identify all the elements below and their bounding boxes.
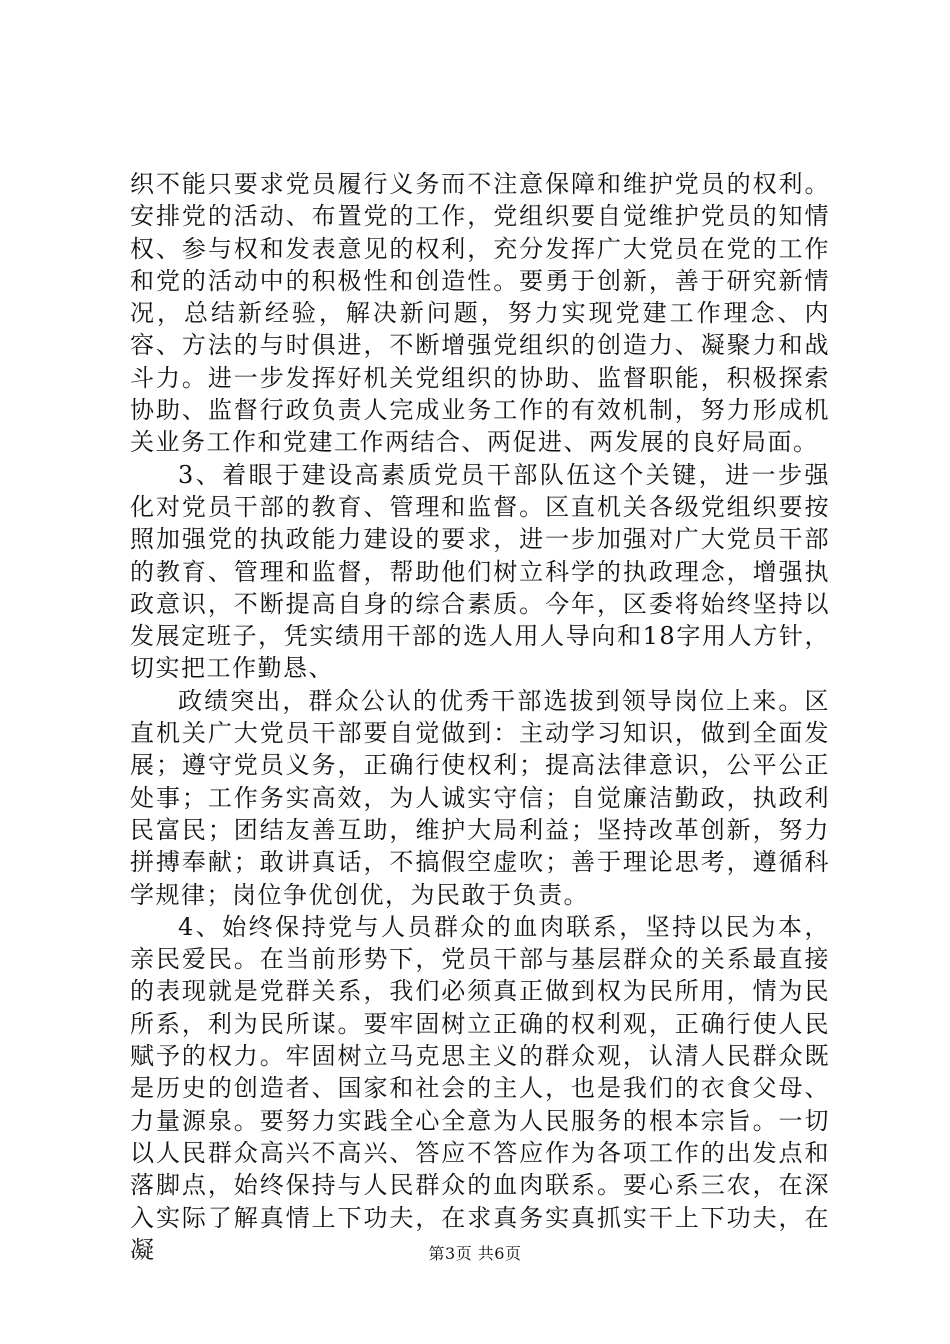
page-footer: 第3页 共6页 — [428, 1244, 522, 1263]
paragraph-3: 政绩突出，群众公认的优秀干部选拔到领导岗位上来。区直机关广大党员干部要自觉做到：主动学习知识，做到全面发展；遵守党员义务，正确行使权利；提高法律意识，公平公正处事；工作务实高效，为人诚实守信；自觉廉洁勤政，执政利民富民；团结友善互助，维护大局利益；坚持改革创新，努力拼搏奉献；敢讲真话，不搞假空虚吹；善于理论思考，遵循科学规律；岗位争优创优，为民敢于负责。 — [130, 686, 830, 909]
paragraph-1: 织不能只要求党员履行义务而不注意保障和维护党员的权利。安排党的活动、布置党的工作，党组织要自觉维护党员的知情权、参与权和发表意见的权利，充分发挥广大党员在党的工作和党的活动中的积极性和创造性。要勇于创新，善于研究新情况，总结新经验，解决新问题，努力实现党建工作理念、内容、方法的与时俱进，不断增强党组织的创造力、凝聚力和战斗力。进一步发挥好机关党组织的协助、监督职能，积极探索协助、监督行政负责人完成业务工作的有效机制，努力形成机关业务工作和党建工作两结合、两促进、两发展的良好局面。 — [130, 170, 830, 457]
document-body — [130, 168, 830, 1266]
paragraph-2: 3、着眼于建设高素质党员干部队伍这个关键，进一步强化对党员干部的教育、管理和监督。区直机关各级党组织要按照加强党的执政能力建设的要求，进一步加强对广大党员干部的教育、管理和监督，帮助他们树立科学的执政理念，增强执政意识，不断提高自身的综合素质。今年，区委将始终坚持以发展定班子，凭实绩用干部的选人用人导向和18字用人方针，切实把工作勤恳、 — [130, 460, 830, 683]
paragraph-4: 4、始终保持党与人员群众的血肉联系，坚持以民为本，亲民爱民。在当前形势下，党员干部与基层群众的关系最直接的表现就是党群关系，我们必须真正做到权为民所用，情为民所系，利为民所谋。要牢固树立正确的权利观，正确行使人民赋予的权力。牢固树立马克思主义的群众观，认清人民群众既是历史的创造者、国家和社会的主人，也是我们的衣食父母、力量源泉。要努力实践全心全意为人民服务的根本宗旨。一切以人民群众高兴不高兴、答应不答应作为各项工作的出发点和落脚点，始终保持与人民群众的血肉联系。要心系三农，在深入实际了解真情上下功夫，在求真务实真抓实干上下功夫，在凝 — [130, 912, 830, 1264]
